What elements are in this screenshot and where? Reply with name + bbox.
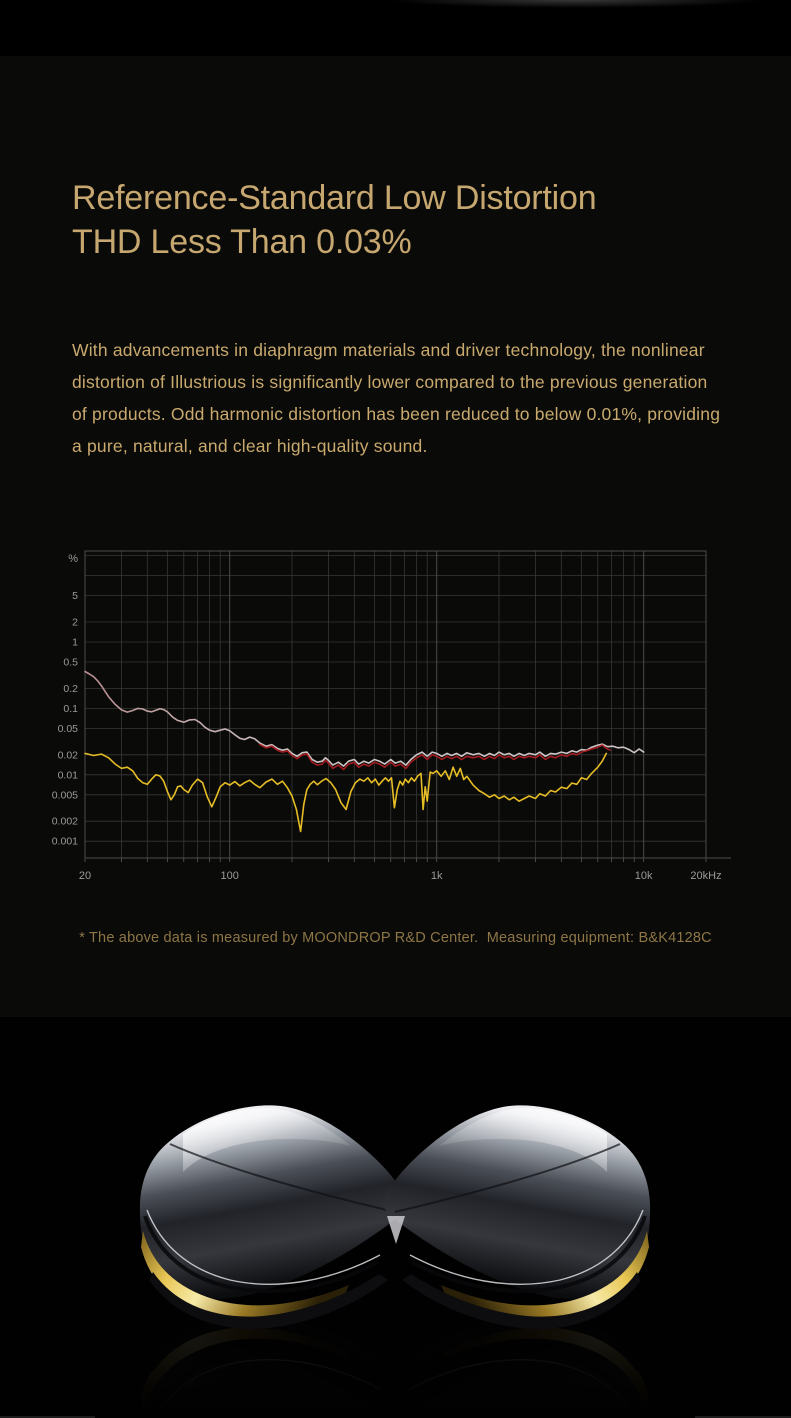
reflection-fade: [95, 1306, 695, 1418]
axis-tick-label: 0.2: [63, 682, 78, 695]
axis-tick-label: 0.001: [51, 835, 78, 848]
total-thd-pink-grey-curve: [85, 672, 644, 767]
center-notch-highlight: [387, 1216, 405, 1244]
chart-series: [85, 672, 644, 832]
axis-tick-label: 0.05: [57, 722, 78, 735]
axis-tick-label: 0.005: [51, 789, 78, 802]
top-divider-strip: [0, 0, 791, 56]
earbud-left: [140, 1105, 406, 1329]
section-heading: [72, 176, 596, 264]
earbud-right: [384, 1105, 650, 1329]
axis-tick-label: 1: [72, 636, 78, 649]
product-photo: [95, 1058, 695, 1418]
axis-tick-label: %: [68, 553, 78, 565]
axis-tick-label: 20: [78, 870, 92, 882]
axis-tick-label: 100: [220, 870, 239, 882]
axis-tick-label: 1k: [430, 870, 443, 882]
axis-tick-label: 5: [72, 590, 78, 603]
axis-tick-label: 0.5: [63, 656, 78, 669]
chart-grid: [85, 551, 731, 862]
even-harmonic-red-curve: [260, 745, 610, 770]
thd-distortion-chart: [0, 540, 791, 900]
heading-line-2: THD Less Than 0.03%: [72, 223, 412, 261]
axis-tick-label: 0.02: [57, 749, 78, 762]
axis-tick-label: 10k: [634, 870, 653, 882]
measurement-footnote: * The above data is measured by MOONDROP R&D Center. Measuring equipment: B&K4128C: [79, 930, 712, 946]
axis-tick-label: 0.01: [57, 769, 78, 782]
axis-tick-label: 0.002: [51, 815, 78, 828]
heading-line-1: Reference-Standard Low Distortion: [72, 179, 597, 217]
product-photo-section: [0, 1017, 791, 1418]
axis-tick-label: 0.1: [63, 702, 78, 715]
previous-section-edge: [385, 0, 765, 8]
axis-tick-label: 2: [72, 616, 78, 629]
section-paragraph: With advancements in diaphragm materials and driver technology, the nonlinear distortion of Illustrious is significantly lower compared to the previous generation of products. Odd harmonic distortion has been reduced to below 0.01%, providing a pure, natural, and clear high-quality sound.: [72, 340, 721, 456]
chart-axis-labels: [52, 553, 722, 882]
axis-tick-label: 20kHz: [690, 870, 722, 882]
